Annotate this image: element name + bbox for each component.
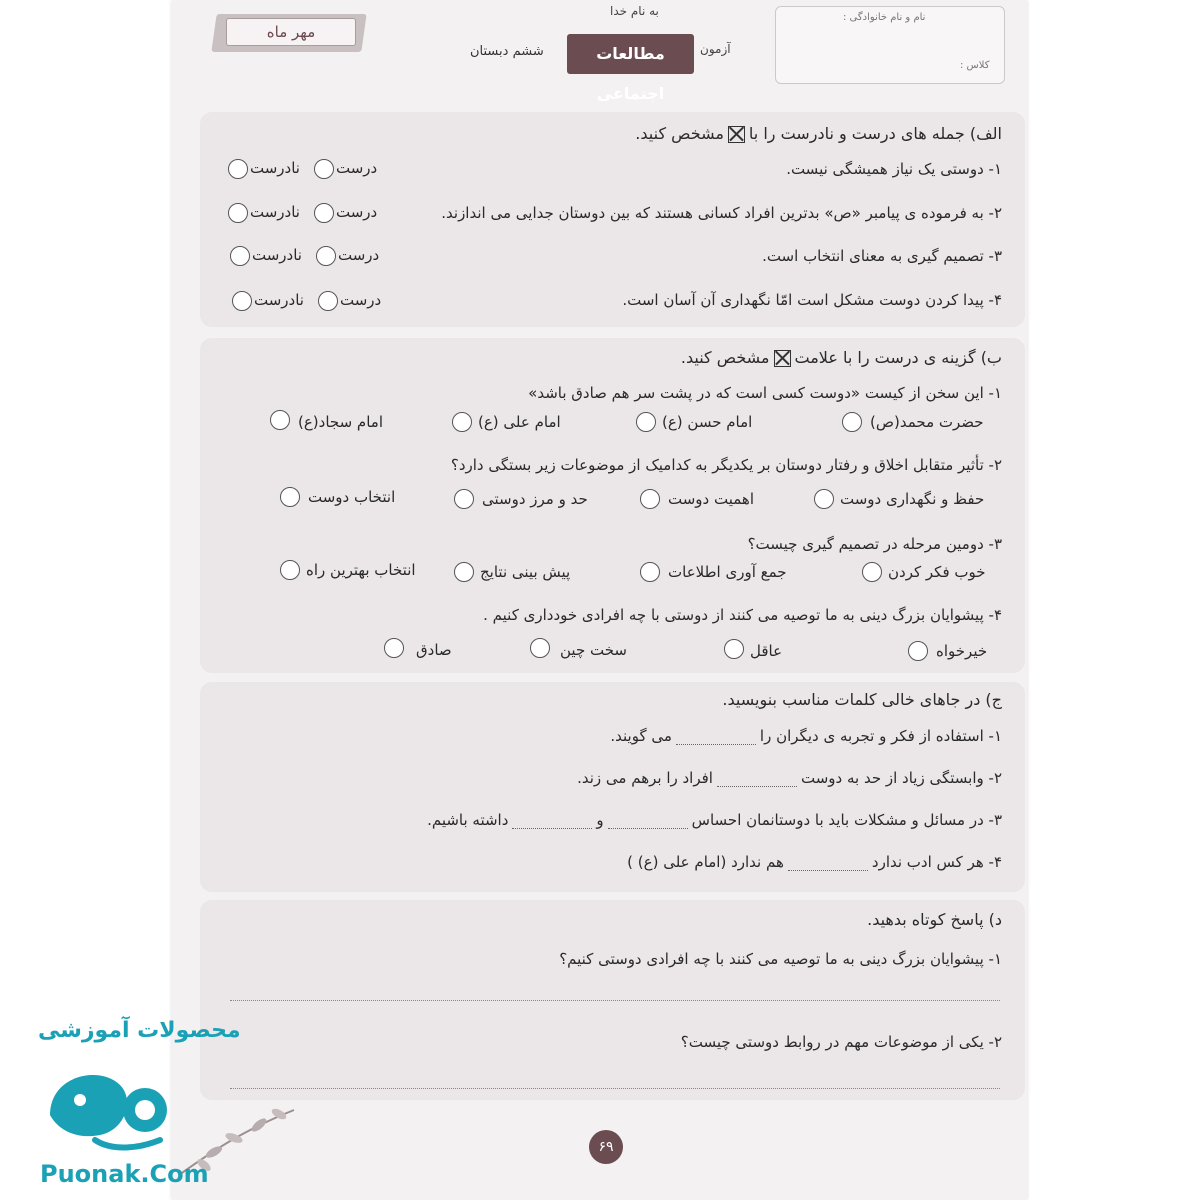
fill-blank-item: ۱- استفاده از فکر و تجربه ی دیگران رامی گویند. bbox=[610, 727, 1002, 745]
option-radio[interactable] bbox=[842, 412, 862, 432]
fill-blank-item: ۴- هر کس ادب نداردهم ندارد (امام علی (ع) ) bbox=[627, 853, 1002, 871]
class-label: کلاس : bbox=[960, 60, 990, 71]
basmala: به نام خدا bbox=[610, 4, 659, 18]
short-answer-question: ۲- یکی از موضوعات مهم در روابط دوستی چیست؟ bbox=[680, 1033, 1002, 1051]
option-label: امام علی (ع) bbox=[478, 413, 561, 431]
short-answer-question: ۱- پیشوایان بزرگ دینی به ما توصیه می کنند با چه افرادی دوستی کنیم؟ bbox=[559, 950, 1002, 968]
option-radio[interactable] bbox=[640, 562, 660, 582]
option-label: حد و مرز دوستی bbox=[482, 490, 588, 508]
false-label: نادرست bbox=[254, 291, 304, 309]
section-b-question: ۲- تأثیر متقابل اخلاق و رفتار دوستان بر یکدیگر به کدامیک از موضوعات زیر بستگی دارد؟ bbox=[450, 456, 1002, 474]
option-label: اهمیت دوست bbox=[668, 490, 754, 508]
month-label: مهر ماه bbox=[226, 18, 356, 46]
true-radio[interactable] bbox=[314, 159, 334, 179]
false-radio[interactable] bbox=[230, 246, 250, 266]
option-radio[interactable] bbox=[814, 489, 834, 509]
brand-name: محصولات آموزشی bbox=[38, 1018, 241, 1043]
section-a-item: ۱- دوستی یک نیاز همیشگی نیست. bbox=[786, 160, 1002, 178]
option-label: امام حسن (ع) bbox=[662, 413, 753, 431]
option-label: انتخاب دوست bbox=[308, 488, 396, 506]
option-radio[interactable] bbox=[280, 560, 300, 580]
option-radio[interactable] bbox=[384, 638, 404, 658]
option-label: جمع آوری اطلاعات bbox=[668, 563, 787, 581]
option-label: حفظ و نگهداری دوست bbox=[840, 490, 985, 508]
section-a-item: ۴- پیدا کردن دوست مشکل است امّا نگهداری آن آسان است. bbox=[622, 291, 1002, 309]
option-radio[interactable] bbox=[862, 562, 882, 582]
blank-field[interactable] bbox=[717, 786, 797, 787]
blank-field[interactable] bbox=[608, 828, 688, 829]
fill-blank-item: ۲- وابستگی زیاد از حد به دوستافراد را برهم می زند. bbox=[577, 769, 1002, 787]
blank-field[interactable] bbox=[676, 744, 756, 745]
blank-field[interactable] bbox=[788, 870, 868, 871]
option-label: امام سجاد(ع) bbox=[298, 413, 383, 431]
section-b-title: ب) گزینه ی درست را با علامتمشخص کنید. bbox=[680, 348, 1002, 367]
true-label: درست bbox=[338, 246, 380, 264]
section-b-question: ۳- دومین مرحله در تصمیم گیری چیست؟ bbox=[747, 535, 1002, 553]
option-radio[interactable] bbox=[452, 412, 472, 432]
section-a-title: الف) جمله های درست و نادرست را بامشخص کنید. bbox=[635, 124, 1002, 143]
false-radio[interactable] bbox=[228, 203, 248, 223]
section-c-title: ج) در جاهای خالی کلمات مناسب بنویسید. bbox=[722, 690, 1002, 709]
false-label: نادرست bbox=[250, 159, 300, 177]
option-label: صادق bbox=[416, 641, 452, 659]
option-radio[interactable] bbox=[908, 641, 928, 661]
section-a-item: ۲- به فرموده ی پیامبر «ص» بدترین افراد کسانی هستند که بین دوستان جدایی می اندازند. bbox=[441, 204, 1002, 222]
option-radio[interactable] bbox=[280, 487, 300, 507]
option-radio[interactable] bbox=[530, 638, 550, 658]
page-number: ۶۹ bbox=[589, 1130, 623, 1164]
section-b-question: ۱- این سخن از کیست «دوست کسی است که در پشت سر هم صادق باشد» bbox=[528, 384, 1002, 402]
answer-line[interactable] bbox=[230, 1000, 1000, 1001]
false-label: نادرست bbox=[250, 203, 300, 221]
true-radio[interactable] bbox=[314, 203, 334, 223]
false-radio[interactable] bbox=[232, 291, 252, 311]
brand-url[interactable]: Puonak.Com bbox=[40, 1160, 209, 1188]
false-radio[interactable] bbox=[228, 159, 248, 179]
true-radio[interactable] bbox=[318, 291, 338, 311]
false-label: نادرست bbox=[252, 246, 302, 264]
option-radio[interactable] bbox=[454, 562, 474, 582]
section-d-title: د) پاسخ کوتاه بدهید. bbox=[867, 910, 1002, 929]
grade-label: ششم دبستان bbox=[470, 44, 544, 59]
option-label: عاقل bbox=[750, 642, 783, 660]
option-radio[interactable] bbox=[270, 410, 290, 430]
puonak-logo-icon bbox=[40, 1055, 180, 1155]
exam-label: آزمون bbox=[700, 42, 731, 56]
section-a-item: ۳- تصمیم گیری به معنای انتخاب است. bbox=[762, 247, 1002, 265]
true-label: درست bbox=[336, 203, 378, 221]
checkbox-x-icon bbox=[728, 126, 745, 143]
option-radio[interactable] bbox=[724, 639, 744, 659]
option-radio[interactable] bbox=[640, 489, 660, 509]
brand-logo bbox=[40, 1055, 180, 1159]
fill-blank-item: ۳- در مسائل و مشکلات باید با دوستانمان احساسوداشته باشیم. bbox=[427, 811, 1002, 829]
subject-title: مطالعات اجتماعی bbox=[567, 34, 694, 74]
option-label: حضرت محمد(ص) bbox=[870, 413, 984, 431]
answer-line[interactable] bbox=[230, 1088, 1000, 1089]
option-radio[interactable] bbox=[636, 412, 656, 432]
option-radio[interactable] bbox=[454, 489, 474, 509]
option-label: خیرخواه bbox=[936, 642, 988, 660]
section-b-question: ۴- پیشوایان بزرگ دینی به ما توصیه می کنند از دوستی با چه افرادی خودداری کنیم . bbox=[483, 606, 1002, 624]
true-label: درست bbox=[340, 291, 382, 309]
option-label: سخت چین bbox=[560, 641, 627, 659]
true-radio[interactable] bbox=[316, 246, 336, 266]
option-label: خوب فکر کردن bbox=[888, 563, 986, 581]
blank-field[interactable] bbox=[512, 828, 592, 829]
checkbox-x-icon bbox=[774, 350, 791, 367]
option-label: پیش بینی نتایج bbox=[480, 563, 571, 581]
name-label: نام و نام خانوادگی : bbox=[843, 12, 926, 23]
option-label: انتخاب بهترین راه bbox=[306, 561, 416, 579]
true-label: درست bbox=[336, 159, 378, 177]
